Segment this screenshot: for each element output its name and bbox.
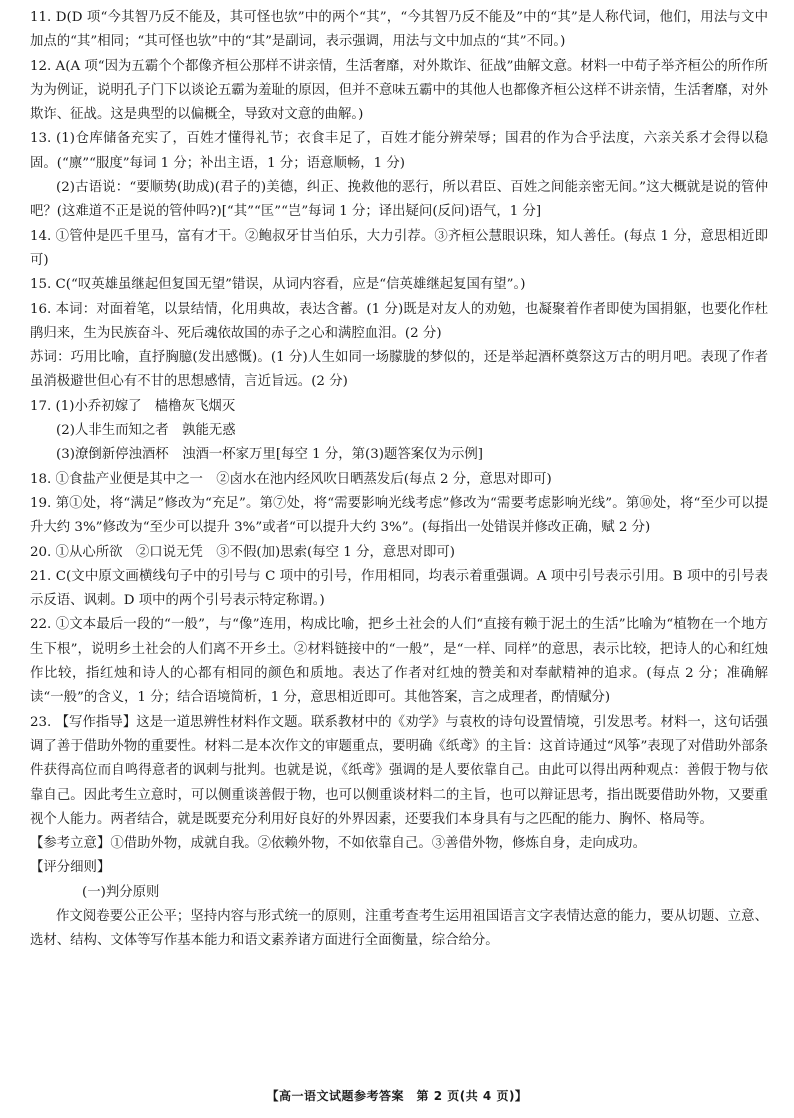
answer-15: 15. C(“叹英雄虽继起但复国无望”错误，从词内容看，应是“信英雄继起复国有望”。) <box>30 277 526 293</box>
answer-12: 12. A(A 项“因为五霸个个都像齐桓公那样不讲亲情，生活奢靡，对外欺诈、征战”曲解文意。材料一中荀子举齐桓公的所作所为为例证，说明孔子门下以谈论五霸为羞耻的原因，但并不意味五霸中的其他人也都像齐桓公这样不讲亲情，生活奢靡，对外欺诈、征战。这是典型的以偏概全，导致对文意的曲解。) <box>30 58 768 123</box>
answer-13-part-2: (2)古语说：“要顺势(助成)(君子的)美德，纠正、挽救他的恶行，所以君臣、百姓之间能亲密无间。”这大概就是说的管仲吧？(这难道不正是说的管仲吗?)[“其”“匡”“岂”每词 1 分；译出疑问(反问)语气，1 分] <box>30 180 768 220</box>
answer-18: 18. ①食盐产业便是其中之一 ②卤水在池内经风吹日晒蒸发后(每点 2 分，意思对即可) <box>30 471 552 487</box>
answer-16-part-1: 16. 本词：对面着笔，以景结情，化用典故，表达含蓄。(1 分)既是对友人的劝勉，也凝聚着作者即使为国捐躯，也要化作杜鹃归来，生为民族奋斗、死后魂依故国的赤子之心和满腔血泪。(2 分) <box>30 301 768 341</box>
answer-14: 14. ①管仲是匹千里马，富有才干。②鲍叔牙甘当伯乐，大力引荐。③齐桓公慧眼识珠，知人善任。(每点 1 分，意思相近即可) <box>30 228 768 268</box>
answer-23-guidance: 23. 【写作指导】这是一道思辨性材料作文题。联系教材中的《劝学》与袁枚的诗句设置情境，引发思考。材料一，这句话强调了善于借助外物的重要性。材料二是本次作文的审题重点，要明确《纸鸢》的主旨：这首诗通过“风筝”表现了对借助外部条件获得高位而自鸣得意者的讽刺与批判。也就是说，《纸鸢》强调的是人要依靠自己。由此可以得出两种观点：善假于物与依靠自己。因此考生立意时，可以侧重谈善假于物，也可以侧重谈材料二的主旨，也可以辩证思考，指出既要借助外物，又要重视个人能力。两者结合，就是既要充分利用好良好的外界因素，还要我们本身具有与之匹配的能力、胸怀、格局等。 <box>30 714 768 827</box>
answer-key-content <box>30 6 768 954</box>
answer-19: 19. 第①处，将“满足”修改为“充足”。第⑦处，将“需要影响光线考虑”修改为“需要考虑影响光线”。第⑩处，将“至少可以提升大约 3%”修改为“至少可以提升 3%”或者“可以提升大约 3%”。(每指出一处错误并修改正确，赋 2 分) <box>30 495 768 536</box>
page-footer: 【高一语文试题参考答案 第 2 页(共 4 页)】 <box>266 1089 528 1103</box>
answer-20: 20. ①从心所欲 ②口说无凭 ③不假(加)思索(每空 1 分，意思对即可) <box>30 544 456 560</box>
answer-23-scoring-principle-heading: (一)判分原则 <box>82 884 160 900</box>
answer-11: 11. D(D 项“今其智乃反不能及，其可怪也欤”中的两个“其”，“今其智乃反不能及”中的“其”是人称代词，他们，用法与文中加点的“其”相同；“其可怪也欤”中的“其”是副词，表示强调，用法与文中加点的“其”不同。) <box>30 10 768 50</box>
answer-22: 22. ①文本最后一段的“一般”，与“像”连用，构成比喻，把乡土社会的人们“直接有赖于泥土的生活”比喻为“植物在一个地方生下根”，说明乡土社会的人们离不开乡土。②材料链接中的“一般”，是“一样、同样”的意思，表示比较，把诗人的心和红烛作比较，指红烛和诗人的心都有相同的颜色和质地。表达了作者对红烛的赞美和对奉献精神的追求。(每点 2 分；准确解读“一般”的含义，1 分；结合语境简析，1 分，意思相近即可。其他答案，言之成理者，酌情赋分) <box>30 617 768 706</box>
answer-23-scoring-heading: 【评分细则】 <box>30 860 111 876</box>
answer-13-part-1: 13. (1)仓库储备充实了，百姓才懂得礼节；衣食丰足了，百姓才能分辨荣辱；国君的作为合乎法度，六亲关系才会得以稳固。(“廪”“服度”每词 1 分；补出主语，1 分；语意顺畅，1 分) <box>30 131 768 171</box>
answer-17-part-1: 17. (1)小乔初嫁了 樯橹灰飞烟灭 <box>30 398 236 414</box>
answer-23-reference-ideas: 【参考立意】①借助外物，成就自我。②依赖外物，不如依靠自己。③善借外物，修炼自身，走向成功。 <box>30 836 646 852</box>
answer-16-part-2: 苏词：巧用比喻，直抒胸臆(发出感慨)。(1 分)人生如同一场朦胧的梦似的，还是举起酒杯奠祭这万古的明月吧。表现了作者虽消极避世但心有不甘的思想感情，言近旨远。(2 分) <box>30 350 768 390</box>
answer-17-part-3: (3)潦倒新停浊酒杯 浊酒一杯家万里[每空 1 分，第(3)题答案仅为示例] <box>56 447 483 463</box>
answer-21: 21. C(文中原文画横线句子中的引号与 C 项中的引号，作用相同，均表示着重强调。A 项中引号表示引用。B 项中的引号表示反语、讽刺。D 项中的两个引号表示特定称谓。) <box>30 568 768 609</box>
answer-23-scoring-principle-text: 作文阅卷要公正公平；坚持内容与形式统一的原则，注重考查考生运用祖国语言文字表情达意的能力，要从切题、立意、选材、结构、文体等写作基本能力和语文素养诸方面进行全面衡量，综合给分。 <box>30 908 768 949</box>
answer-17-part-2: (2)人非生而知之者 孰能无惑 <box>56 423 236 439</box>
